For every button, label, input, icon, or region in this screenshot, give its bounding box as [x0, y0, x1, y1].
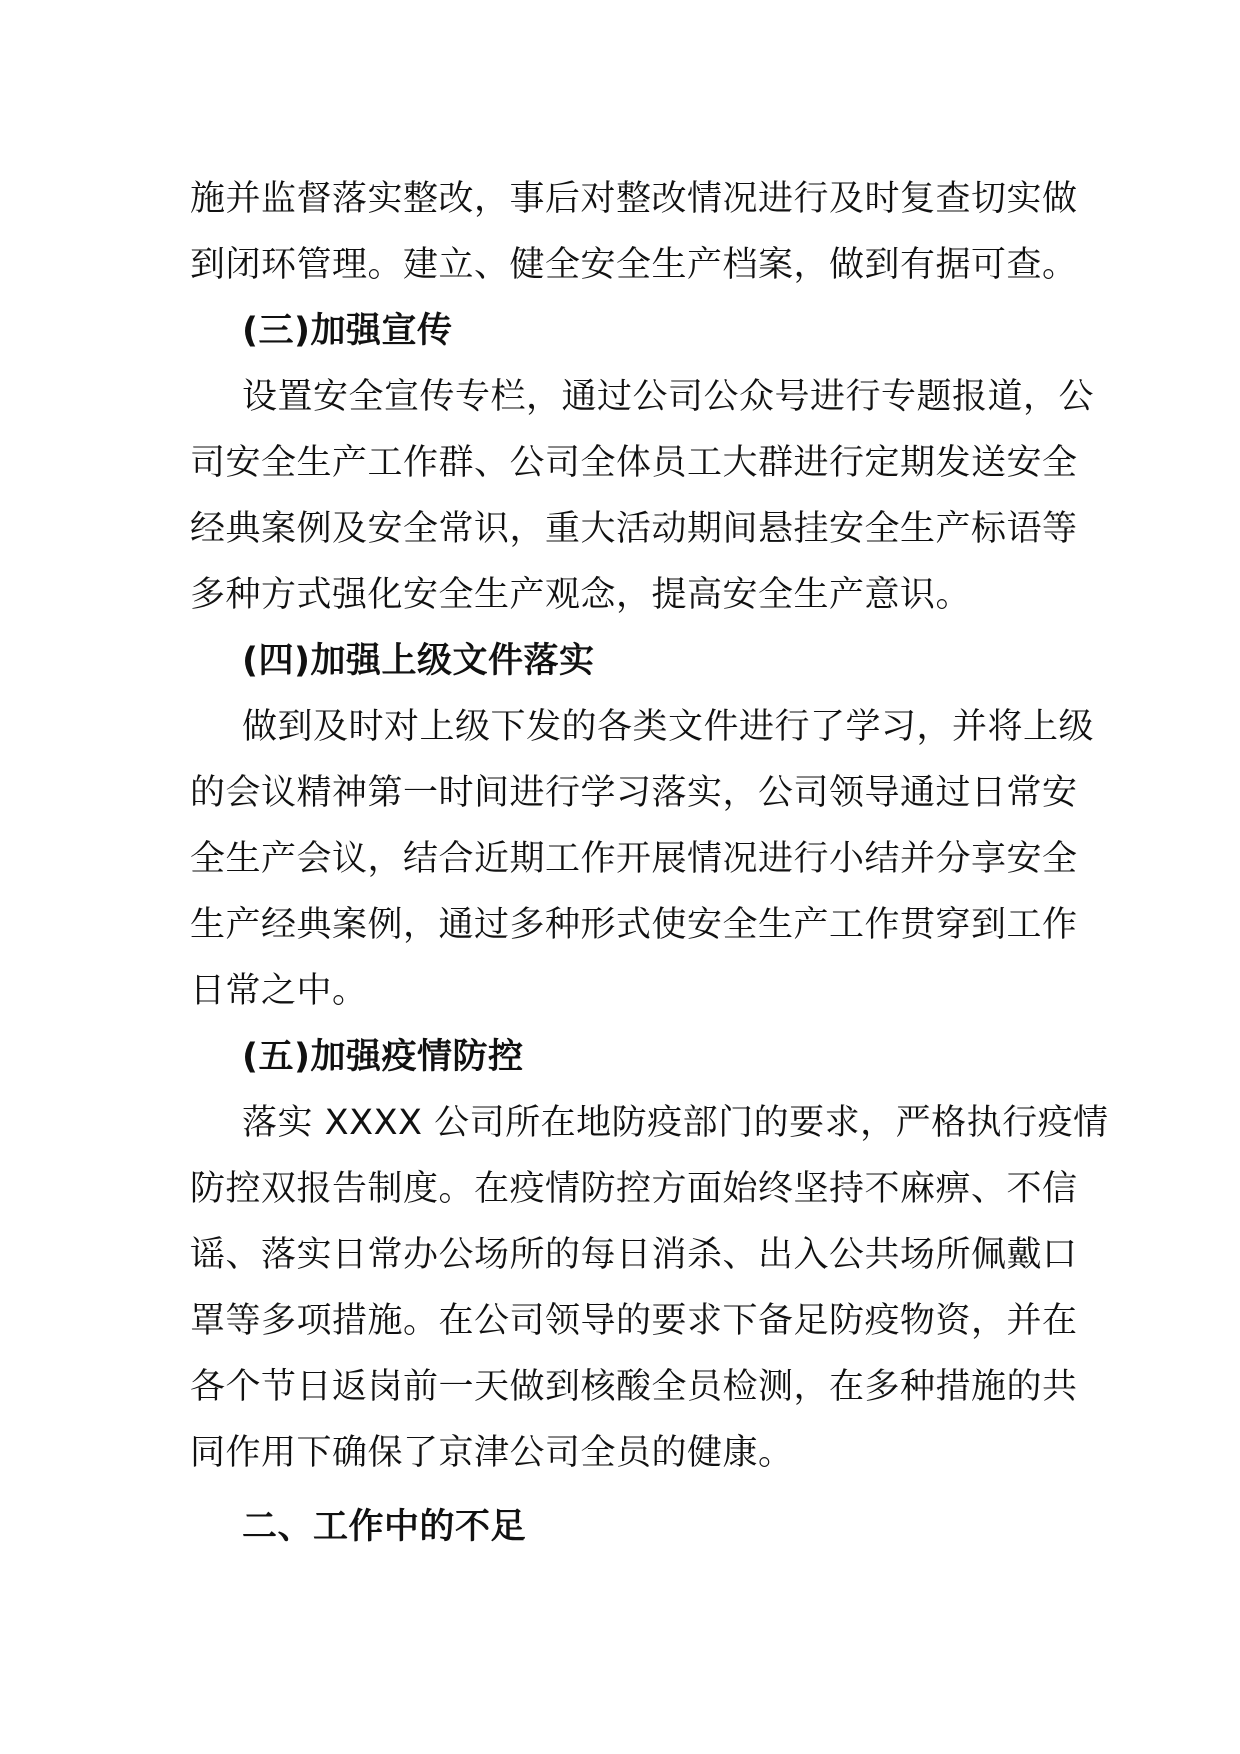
- paragraph-line: 做到及时对上级下发的各类文件进行了学习，并将上级: [242, 707, 1095, 747]
- section-heading-epidemic: (五)加强疫情防控: [242, 1037, 524, 1077]
- paragraph-line: 防控双报告制度。在疫情防控方面始终坚持不麻痹、不信: [190, 1169, 1078, 1209]
- paragraph-line: 生产经典案例，通过多种形式使安全生产工作贯穿到工作: [190, 905, 1078, 945]
- paragraph-line: 到闭环管理。建立、健全安全生产档案，做到有据可查。: [190, 245, 1078, 285]
- document-page: [190, 166, 1109, 1560]
- paragraph-line: 设置安全宣传专栏，通过公司公众号进行专题报道，公: [242, 377, 1095, 417]
- section-heading-documents: (四)加强上级文件落实: [242, 641, 595, 681]
- paragraph-line: 多种方式强化安全生产观念，提高安全生产意识。: [190, 575, 972, 615]
- paragraph-line: 的会议精神第一时间进行学习落实，公司领导通过日常安: [190, 773, 1078, 813]
- paragraph-line: 日常之中。: [190, 971, 368, 1011]
- section-heading-publicity: (三)加强宣传: [242, 311, 453, 351]
- paragraph-line: 经典案例及安全常识，重大活动期间悬挂安全生产标语等: [190, 509, 1078, 549]
- paragraph-line: 落实 XXXX 公司所在地防疫部门的要求，严格执行疫情: [242, 1103, 1109, 1143]
- paragraph-line: 司安全生产工作群、公司全体员工大群进行定期发送安全: [190, 443, 1078, 483]
- section-heading-shortcomings: 二、工作中的不足: [242, 1507, 527, 1547]
- paragraph-line: 同作用下确保了京津公司全员的健康。: [190, 1433, 794, 1473]
- paragraph-line: 各个节日返岗前一天做到核酸全员检测，在多种措施的共: [190, 1367, 1078, 1407]
- paragraph-line: 罩等多项措施。在公司领导的要求下备足防疫物资，并在: [190, 1301, 1078, 1341]
- paragraph-line: 施并监督落实整改，事后对整改情况进行及时复查切实做: [190, 179, 1078, 219]
- paragraph-line: 谣、落实日常办公场所的每日消杀、出入公共场所佩戴口: [190, 1235, 1078, 1275]
- paragraph-line: 全生产会议，结合近期工作开展情况进行小结并分享安全: [190, 839, 1078, 879]
